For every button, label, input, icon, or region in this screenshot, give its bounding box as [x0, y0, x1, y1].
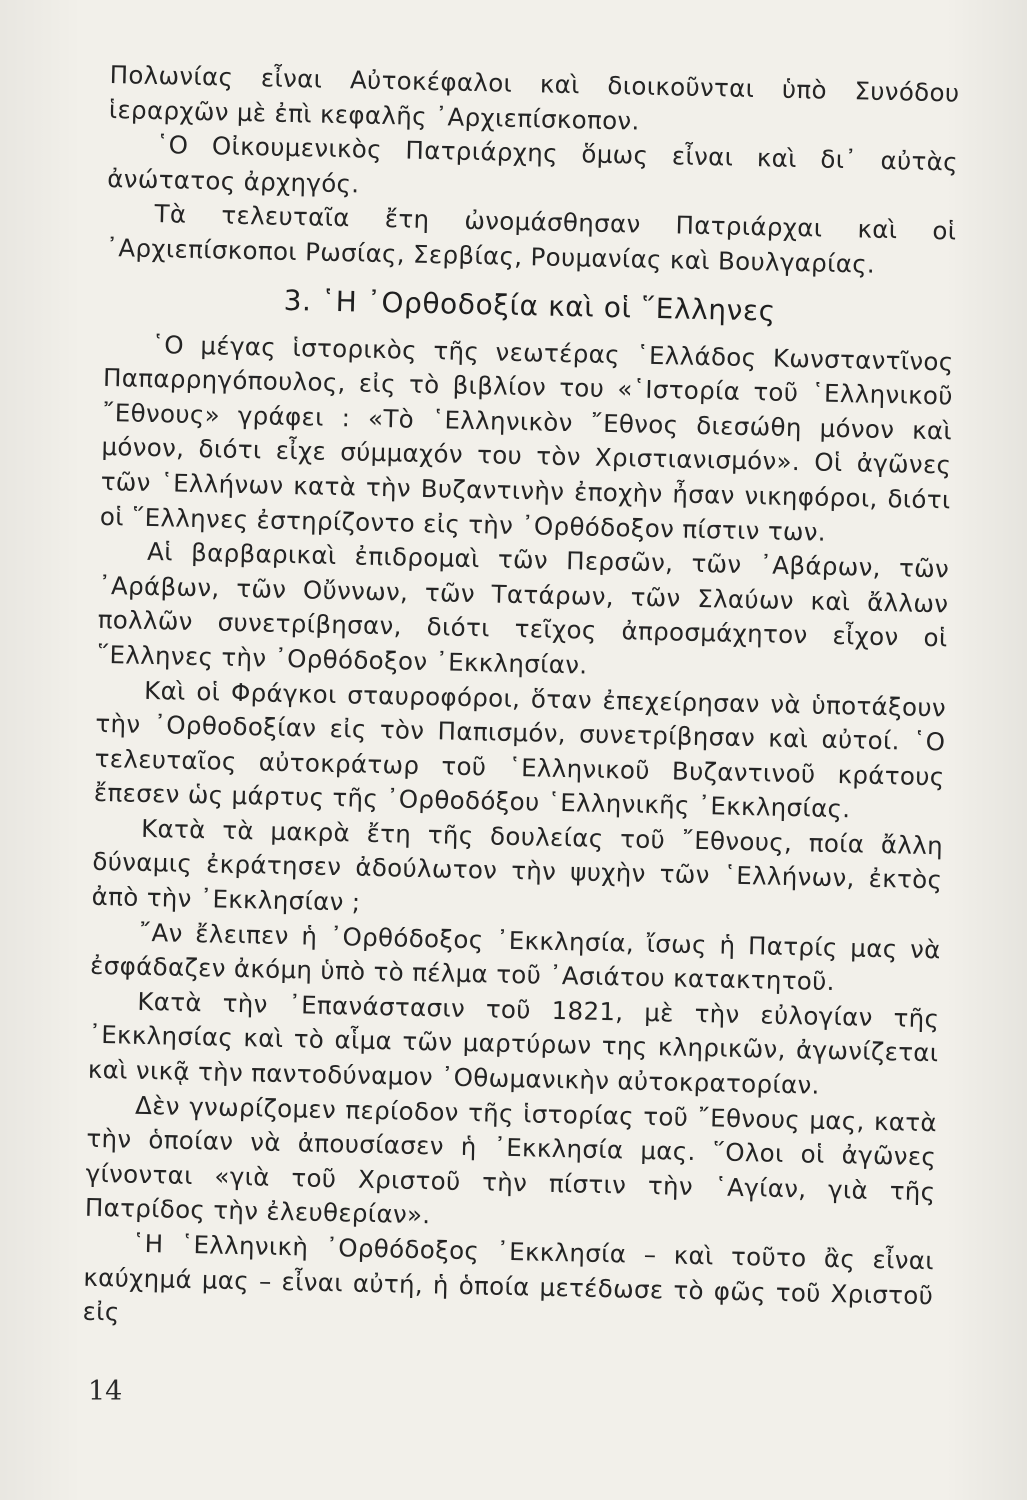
- paragraph-recent-patriarchs: Τὰ τελευταῖα ἔτη ὠνομάσθησαν Πατριάρχαι καὶ οἱ ᾿Αρχιεπίσκοποι Ρωσίας, Σερβίας, Ρουμανίας καὶ Βουλγαρίας.: [105, 199, 957, 279]
- paragraph-revolution-1821: Κατὰ τὴν ᾿Επανάστασιν τοῦ 1821, μὲ τὴν εὐλογίαν τῆς ᾿Εκκλησίας καὶ τὸ αἷμα τῶν μαρτύρων της κληρικῶν, ἀγωνίζεται καὶ νικᾷ τὴν παντοδύναμον ᾿Οθωμανικὴν αὐτοκρατορίαν.: [87, 986, 940, 1100]
- paragraph-no-absence: Δὲν γνωρίζομεν περίοδον τῆς ἱστορίας τοῦ ῎Εθνους μας, κατὰ τὴν ὁποίαν νὰ ἀπουσίασεν ἡ ᾿Εκκλησία μας. ῞Ολοι οἱ ἀγῶνες γίνονται «γιὰ τοῦ Χριστοῦ τὴν πίστιν τὴν ῾Αγίαν, γιὰ τῆς Πατρίδος τὴν ἐλευθερίαν».: [84, 1090, 938, 1230]
- paragraph-crusaders: Καὶ οἱ Φράγκοι σταυροφόροι, ὅταν ἐπεχείρησαν νὰ ὑποτάξουν τὴν ᾿Ορθοδοξίαν εἰς τὸν Παπισμόν, συνετρίβησαν καὶ αὐτοί. ῾Ο τελευταῖος αὐτοκράτωρ τοῦ ῾Ελληνικοῦ Βυζαντινοῦ κράτους ἔπεσεν ὡς μάρτυς τῆς ᾿Ορθοδόξου ῾Ελληνικῆς ᾿Εκκλησίας.: [93, 675, 947, 824]
- paragraph-patriarch: ῾Ο Οἰκουμενικὸς Πατριάρχης ὅμως εἶναι καὶ δι᾿ αὐτὰς ἀνώτατος ἀρχηγός.: [107, 130, 959, 199]
- section-heading: 3. ῾Η ᾿Ορθοδοξία καὶ οἱ ῞Ελληνες: [283, 283, 777, 328]
- page-body-text: [82, 58, 960, 1348]
- paragraph-paparrigopoulos: ῾Ο μέγας ἱστορικὸς τῆς νεωτέρας ῾Ελλάδος Κωνσταντῖνος Παπαρρηγόπουλος, εἰς τὸ βιβλίον του «῾Ιστορία τοῦ ῾Ελληνικοῦ ῎Εθνους» γράφει : «Τὸ ῾Ελληνικὸν ῎Εθνος διεσώθη μόνον καὶ μόνον, διότι εἶχε σύμμαχόν του τὸν Χριστιανισμόν». Οἱ ἀγῶνες τῶν ῾Ελλήνων κατὰ τὴν Βυζαντινὴν ἐποχὴν ἦσαν νικηφόροι, διότι οἱ ῞Ελληνες ἐστηρίζοντο εἰς τὴν ᾿Ορθόδοξον πίστιν των.: [99, 329, 954, 547]
- paragraph-continuation: Πολωνίας εἶναι Αὐτοκέφαλοι καὶ διοικοῦνται ὑπὸ Συνόδου ἱεραρχῶν μὲ ἐπὶ κεφαλῆς ᾿Αρχιεπίσκοπον.: [108, 59, 960, 136]
- paragraph-years-of-slavery: Κατὰ τὰ μακρὰ ἔτη τῆς δουλείας τοῦ ῎Εθνους, ποία ἄλλη δύναμις ἐκράτησεν ἀδούλωτον τὴν ψυχὴν τῶν ῾Ελλήνων, ἐκτὸς ἀπὸ τὴν ᾿Εκκλησίαν ;: [91, 813, 944, 917]
- paragraph-without-church: ῎Αν ἔλειπεν ἡ ᾿Ορθόδοξος ᾿Εκκλησία, ἴσως ἡ Πατρίς μας νὰ ἐσφάδαζεν ἀκόμη ὑπὸ τὸ πέλμα τοῦ ᾿Ασιάτου κατακτητοῦ.: [89, 917, 942, 997]
- page-number: 14: [88, 1376, 123, 1407]
- paragraph-greek-orthodox-church: ῾Η ῾Ελληνικὴ ᾿Ορθόδοξος ᾿Εκκλησία – καὶ τοῦτο ἂς εἶναι καύχημά μας – εἶναι αὐτή, ἡ ὁποία μετέδωσε τὸ φῶς τοῦ Χριστοῦ εἰς: [82, 1228, 935, 1327]
- paragraph-barbarian-invasions: Αἱ βαρβαρικαὶ ἐπιδρομαὶ τῶν Περσῶν, τῶν ᾿Αβάρων, τῶν ᾿Αράβων, τῶν Οὔννων, τῶν Τατάρων, τῶν Σλαύων καὶ ἄλλων πολλῶν συνετρίβησαν, διότι τεῖχος ἀπροσμάχητον εἶχον οἱ ῞Ελληνες τὴν ᾿Ορθόδοξον ᾿Εκκλησίαν.: [96, 537, 950, 680]
